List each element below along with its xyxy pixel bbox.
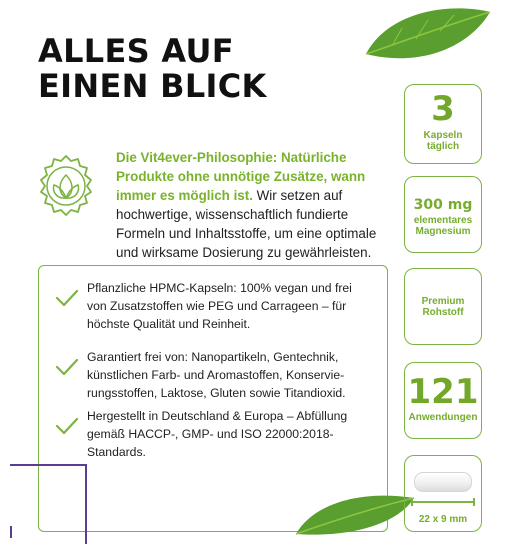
stat-box-dosage [404, 84, 482, 164]
philosophy-text [116, 148, 388, 262]
stat-number: 121 [407, 372, 479, 412]
decorative-tick [10, 526, 12, 538]
check-icon [55, 289, 79, 307]
stat-label: elementares [413, 215, 473, 226]
stat-label: Anwendungen [408, 412, 478, 423]
title-line-2: EINEN BLICK [38, 67, 267, 105]
measure-line [411, 498, 475, 506]
leaf-bottom-icon [294, 488, 416, 536]
feature-text: Garantiert frei von: Nanopartikeln, Gentechnik, künstlichen Farb- und Aromastoffen, Konservie-rungsstoffen, Laktose, Gluten sowie Titandioxid. [87, 350, 346, 400]
page-title [38, 34, 267, 104]
stat-box-capsule-size [404, 455, 482, 532]
stat-box-magnesium [404, 176, 482, 253]
feature-text: Hergestellt in Deutschland & Europa – Abfüllung gemäß HACCP-, GMP- und ISO 22000:2018-Standards. [87, 409, 348, 459]
check-icon [55, 417, 79, 435]
certified-rosette-leaf-icon [34, 153, 98, 217]
stat-label: Magnesium [415, 226, 471, 237]
stat-label: Kapseln [423, 130, 463, 141]
stat-number: 3 [431, 89, 455, 129]
feature-text: Pflanzliche HPMC-Kapseln: 100% vegan und frei von Zusatzstoffen wie PEG und Carrageen – für höchste Qualität und Reinheit. [87, 281, 352, 331]
title-line-1: ALLES AUF [38, 32, 234, 70]
capsule-size-label: 22 x 9 mm [418, 514, 468, 525]
leaf-top-icon [362, 6, 492, 66]
stat-label: Premium [421, 296, 465, 307]
check-icon [55, 358, 79, 376]
stat-box-applications [404, 362, 482, 439]
philosophy-accent: Die Vit4ever-Philosophie: Natürliche Produkte ohne unnötige Zusätze, wann immer es möglich ist. [116, 150, 366, 203]
stat-box-premium [404, 268, 482, 345]
capsule-icon [414, 472, 472, 492]
stat-number: 300 mg [413, 197, 473, 213]
stat-label: täglich [426, 141, 460, 152]
stat-label: Rohstoff [422, 307, 464, 318]
philosophy-body: Wir setzen auf hochwertige, wissenschaftlich fundierte Formeln und Inhaltsstoffe, um eine optimale und wirksame Dosierung zu gewährleisten. [116, 188, 377, 260]
decorative-frame [10, 464, 87, 544]
